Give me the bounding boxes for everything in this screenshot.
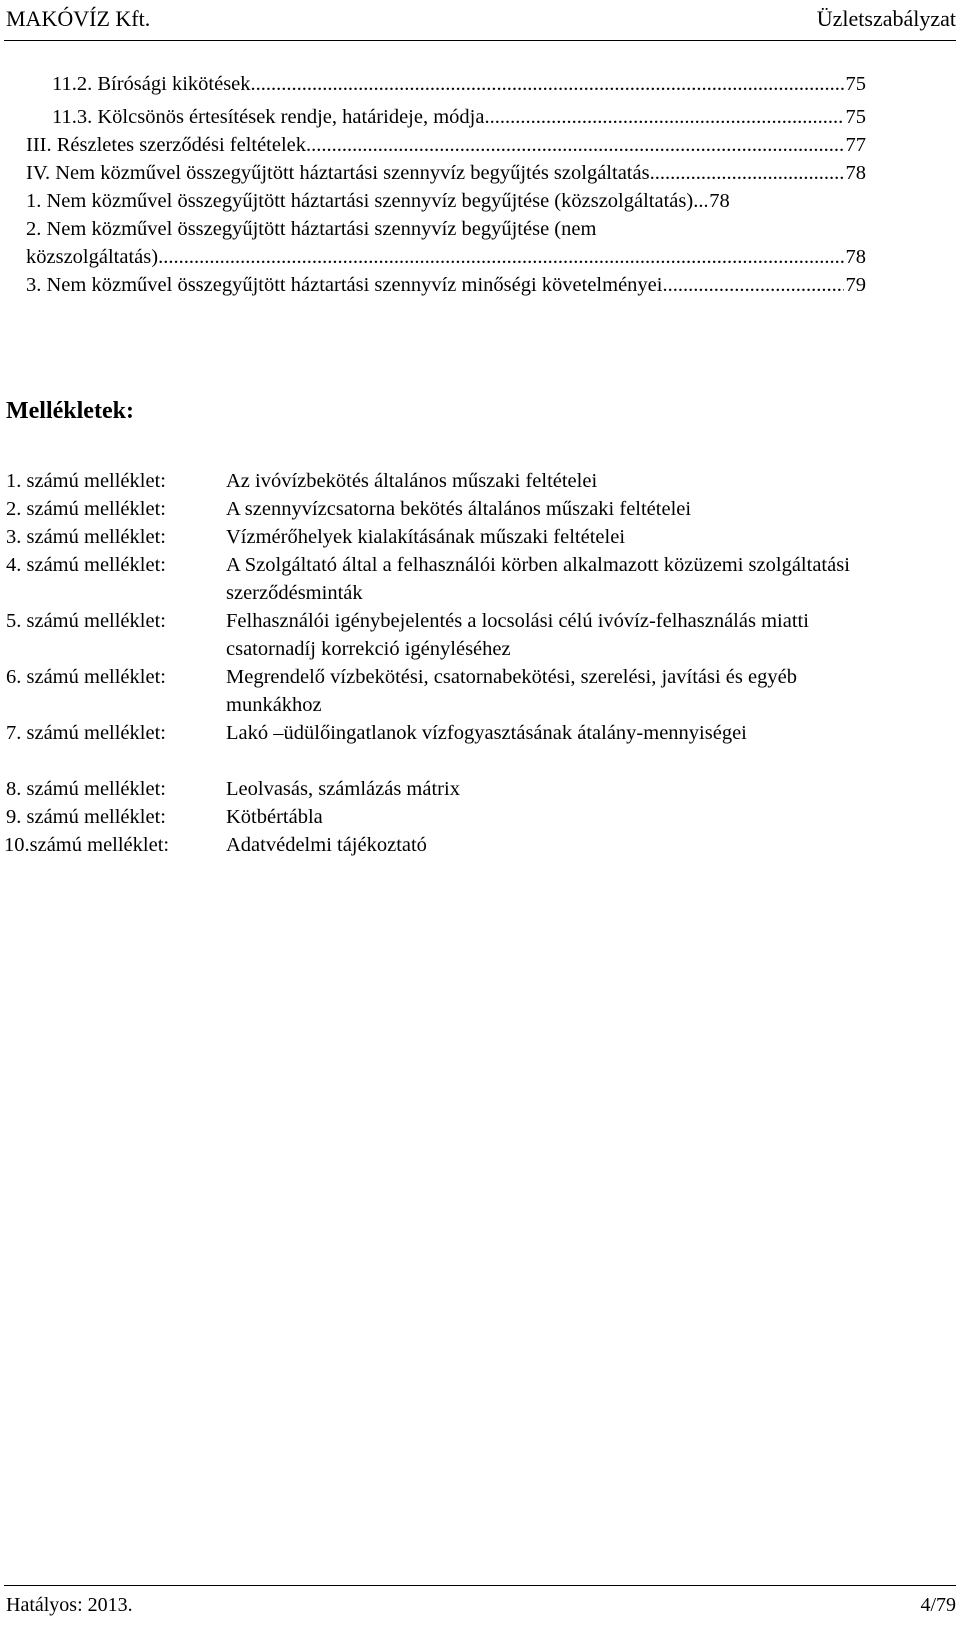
annex-description: Leolvasás, számlázás mátrix <box>226 778 460 800</box>
annex-label: 3. számú melléklet: <box>6 526 166 548</box>
toc-entry[interactable]: 3. Nem közművel összegyűjtött háztartási szennyvíz minőségi követelményei ..... 79 <box>26 271 866 299</box>
annex-label: 7. számú melléklet: <box>6 722 166 744</box>
annex-description: A Szolgáltató által a felhasználói körben alkalmazott közüzemi szolgáltatási szerződésminták <box>226 554 850 604</box>
company-name: MAKÓVÍZ Kft. <box>6 6 151 31</box>
page-number: 4/79 <box>920 1594 956 1616</box>
annex-label: 4. számú melléklet: <box>6 554 166 576</box>
document-title: Üzletszabályzat <box>816 6 956 31</box>
annex-label: 8. számú melléklet: <box>6 778 166 800</box>
annex-label: 2. számú melléklet: <box>6 498 166 520</box>
toc-entry[interactable]: III. Részletes szerződési feltételek ..... 77 <box>26 131 866 159</box>
annex-description: Megrendelő vízbekötési, csatornabekötési, szerelési, javítási és egyéb munkákhoz <box>226 666 797 716</box>
annex-description: A szennyvízcsatorna bekötés általános műszaki feltételei <box>226 498 692 520</box>
annex-description: Lakó –üdülőingatlanok vízfogyasztásának átalány-mennyiségei <box>226 722 747 744</box>
annex-label: 5. számú melléklet: <box>6 610 166 632</box>
toc-entry[interactable]: IV. Nem közművel összegyűjtött háztartási szennyvíz begyűjtés szolgáltatás ..... 78 <box>26 159 866 187</box>
annex-label: 6. számú melléklet: <box>6 666 166 688</box>
effective-date: Hatályos: 2013. <box>6 1594 133 1616</box>
annex-description: Az ivóvízbekötés általános műszaki feltételei <box>226 470 598 492</box>
annex-label: 9. számú melléklet: <box>6 806 166 828</box>
annex-description: Kötbértábla <box>226 806 323 828</box>
annex-label: 1. számú melléklet: <box>6 470 166 492</box>
toc-entry[interactable]: 1. Nem közművel összegyűjtött háztartási szennyvíz begyűjtése (közszolgáltatás) ..... 78 <box>26 187 866 215</box>
page-header <box>4 2 956 41</box>
toc-entry-continuation[interactable]: közszolgáltatás) ..... 78 <box>26 243 866 271</box>
annex-description: Vízmérőhelyek kialakításának műszaki feltételei <box>226 526 626 548</box>
toc-entry[interactable]: 11.3. Kölcsönös értesítések rendje, határideje, módja ..... 75 <box>52 103 866 131</box>
toc-entry[interactable]: 2. Nem közművel összegyűjtött háztartási szennyvíz begyűjtése (nem <box>26 218 597 240</box>
annex-description: Felhasználói igénybejelentés a locsolási célú ivóvíz-felhasználás miatti csatornadíj korrekció igényléséhez <box>226 610 809 660</box>
annex-description: Adatvédelmi tájékoztató <box>226 834 427 856</box>
annex-heading: Mellékletek: <box>6 398 134 424</box>
page-footer <box>4 1585 956 1620</box>
annex-label: 10.számú melléklet: <box>4 834 170 856</box>
toc-entry[interactable]: 11.2. Bírósági kikötések ..... 75 <box>52 70 866 98</box>
